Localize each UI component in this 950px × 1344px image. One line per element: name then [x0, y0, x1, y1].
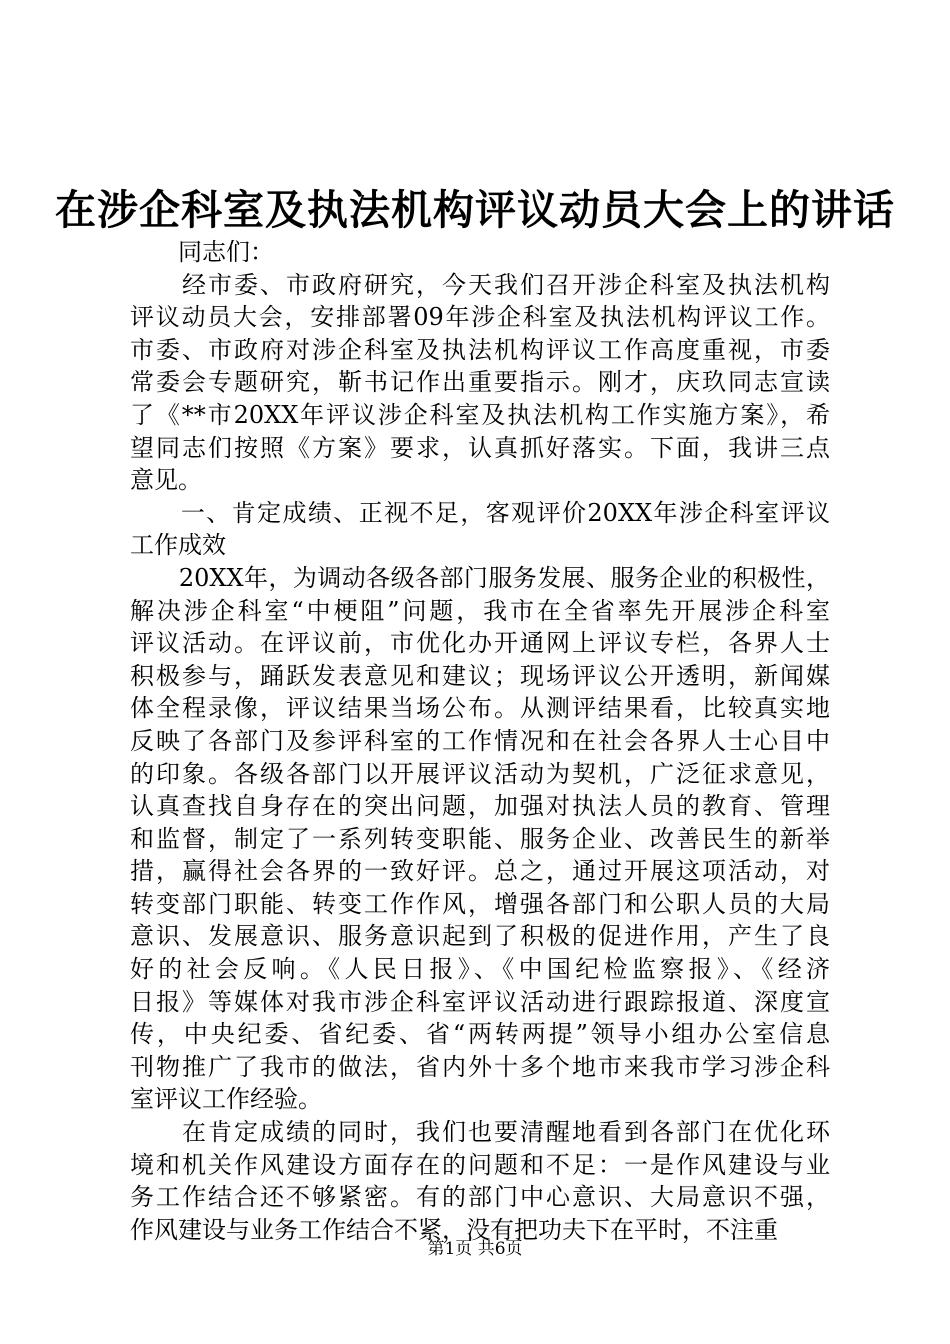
text-line: 评议动员大会，安排部署09年涉企科室及执法机构评议工作。: [130, 303, 830, 332]
text-line: 的印象。各级各部门以开展评议活动为契机，广泛征求意见，: [130, 759, 830, 788]
text-line: 和监督，制定了一系列转变职能、服务企业、改善民生的新举: [130, 824, 830, 853]
text-line: 作风建设与业务工作结合不紧，没有把功夫下在平时，不注重: [130, 1215, 778, 1244]
paragraph: [130, 562, 830, 1116]
text-line: 境和机关作风建设方面存在的问题和不足：一是作风建设与业: [130, 1150, 830, 1179]
text-line: 意见。: [130, 466, 202, 495]
paragraph: [130, 1116, 830, 1246]
text-line: 工作成效: [130, 531, 226, 560]
text-line: 经市委、市政府研究，今天我们召开涉企科室及执法机构: [130, 270, 830, 299]
text-line: 积极参与，踊跃发表意见和建议；现场评议公开透明，新闻媒: [130, 661, 830, 690]
text-line: 评议活动。在评议前，市优化办开通网上评议专栏，各界人士: [130, 629, 830, 658]
document-title: 在涉企科室及执法机构评议动员大会上的讲话: [55, 186, 895, 234]
paragraph: [130, 236, 830, 269]
paragraph: [130, 497, 830, 562]
paragraph: [130, 269, 830, 497]
text-line: 解决涉企科室“中梗阻”问题，我市在全省率先开展涉企科室: [130, 596, 830, 625]
text-line: 日报》等媒体对我市涉企科室评议活动进行跟踪报道、深度宣: [130, 987, 830, 1016]
text-line: 认真查找自身存在的突出问题，加强对执法人员的教育、管理: [130, 792, 830, 821]
text-line: 措，赢得社会各界的一致好评。总之，通过开展这项活动，对: [130, 857, 830, 886]
text-line: 务工作结合还不够紧密。有的部门中心意识、大局意识不强，: [130, 1183, 830, 1212]
text-line: 反映了各部门及参评科室的工作情况和在社会各界人士心目中: [130, 726, 830, 755]
text-line: 传，中央纪委、省纪委、省“两转两提”领导小组办公室信息: [130, 1020, 830, 1049]
text-line: 意识、发展意识、服务意识起到了积极的促进作用，产生了良: [130, 922, 830, 951]
text-line: 常委会专题研究，靳书记作出重要指示。刚才，庆玖同志宣读: [130, 368, 830, 397]
text-line: 在肯定成绩的同时，我们也要清醒地看到各部门在优化环: [130, 1118, 830, 1147]
document-body: [130, 236, 830, 1246]
text-line: 20XX年，为调动各级各部门服务发展、服务企业的积极性，: [130, 563, 830, 592]
text-line: 一、肯定成绩、正视不足，客观评价20XX年涉企科室评议: [130, 498, 830, 527]
text-line: 转变部门职能、转变工作作风，增强各部门和公职人员的大局: [130, 889, 830, 918]
text-line: 了《**市20XX年评议涉企科室及执法机构工作实施方案》，希: [130, 400, 830, 429]
text-line: 刊物推广了我市的做法，省内外十多个地市来我市学习涉企科: [130, 1052, 830, 1081]
text-line: 好的社会反响。《人民日报》、《中国纪检监察报》、《经济: [130, 955, 830, 984]
page-footer: 第1页 共6页: [427, 1239, 523, 1259]
text-line: 体全程录像，评议结果当场公布。从测评结果看，比较真实地: [130, 694, 830, 723]
text-line: 市委、市政府对涉企科室及执法机构评议工作高度重视，市委: [130, 335, 830, 364]
text-line: 室评议工作经验。: [130, 1085, 322, 1114]
text-line: 望同志们按照《方案》要求，认真抓好落实。下面，我讲三点: [130, 433, 830, 462]
text-line: 同志们：: [130, 238, 274, 266]
